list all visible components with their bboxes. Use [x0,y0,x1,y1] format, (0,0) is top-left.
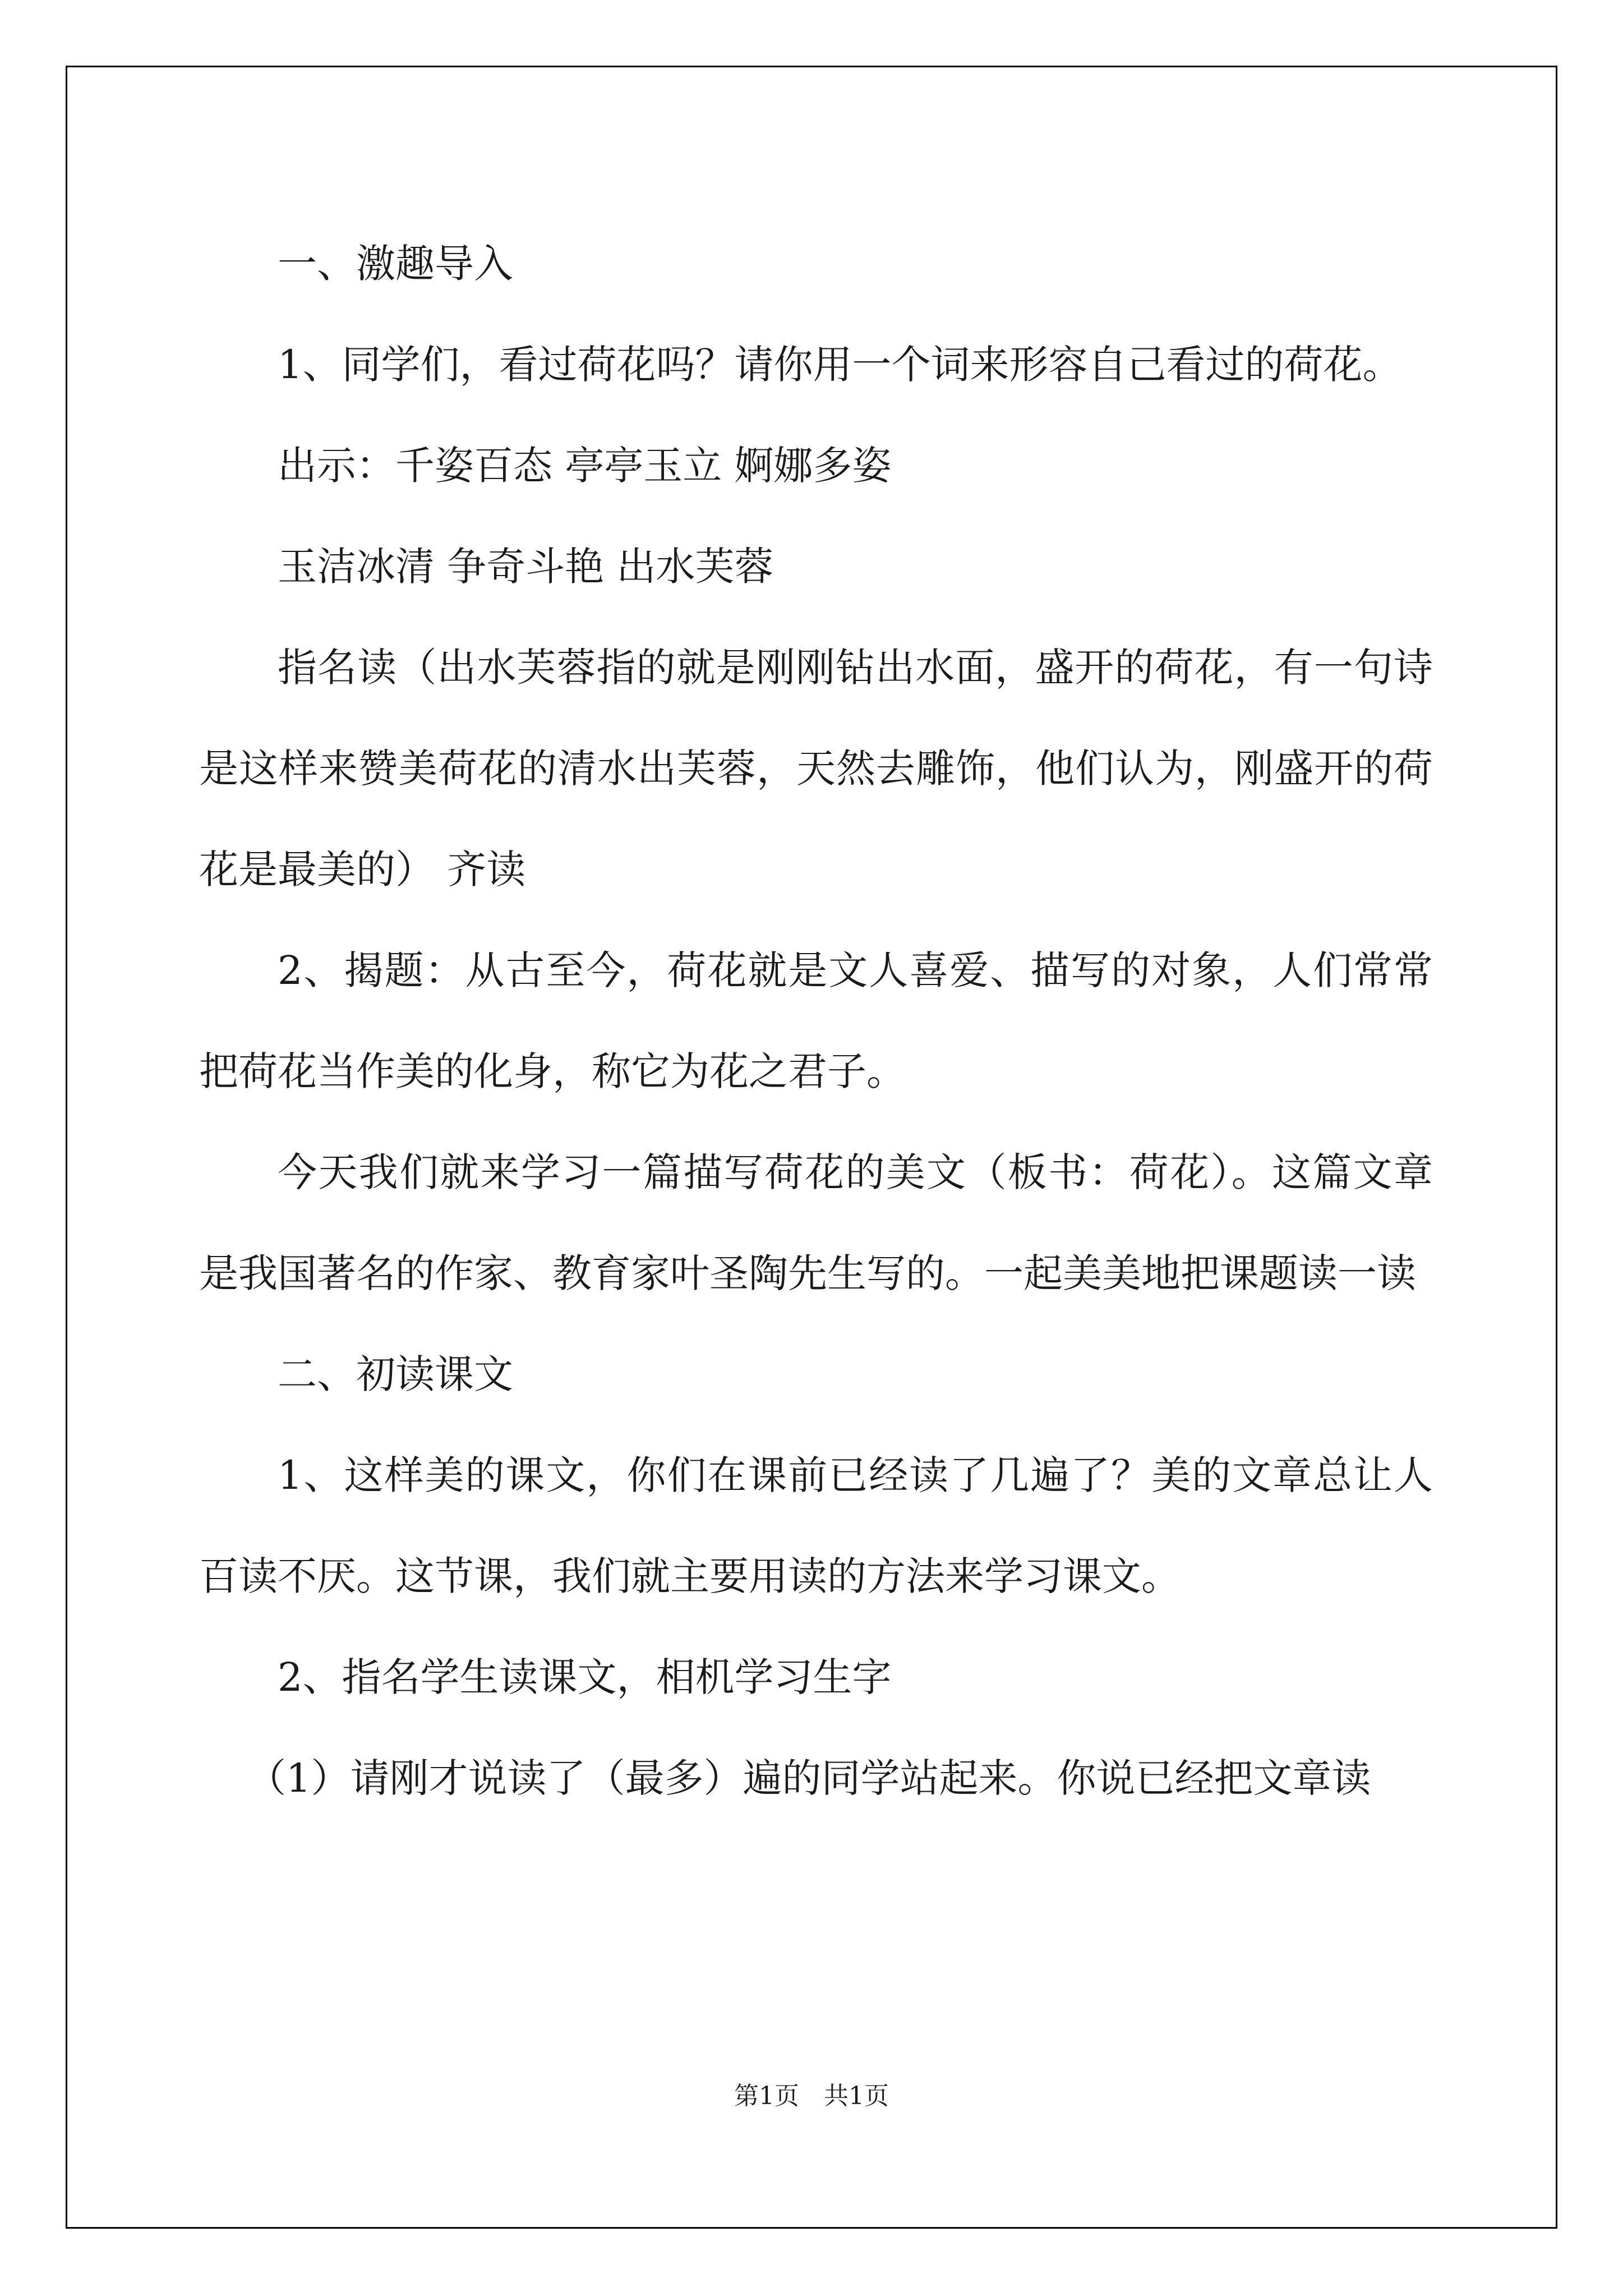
paragraph-words-continued: 玉洁冰清 争奇斗艳 出水芙蓉 [278,544,774,590]
paragraph-show-words: 出示：千姿百态 亭亭玉立 婀娜多姿 [278,443,892,489]
document-body [199,213,1433,1829]
paragraph-read-aloud: 指名读（出水芙蓉指的就是刚刚钻出水面，盛开的荷花，有一句诗是这样来赞美荷花的清水出芙蓉，天然去雕饰，他们认为，刚盛开的荷花是最美的） 齐读 [199,645,1433,892]
paragraph-today-lesson: 今天我们就来学习一篇描写荷花的美文（板书：荷花）。这篇文章是我国著名的作家、教育家叶圣陶先生写的。一起美美地把课题读一读 [199,1149,1433,1296]
paragraph-read-times: 1、这样美的课文，你们在课前已经读了几遍了？美的文章总让人百读不厌。这节课，我们就主要用读的方法来学习课文。 [199,1452,1433,1599]
paragraph-question: 1、同学们，看过荷花吗？请你用一个词来形容自己看过的荷花。 [278,342,1402,388]
paragraph-stand-up: （1）请刚才说读了（最多）遍的同学站起来。你说已经把文章读 [247,1755,1371,1801]
page-footer: 第1页 共1页 [734,2082,889,2110]
section-heading-intro: 一、激趣导入 [278,241,513,287]
paragraph-student-reading: 2、指名学生读课文，相机学习生字 [278,1654,892,1700]
section-heading-first-reading: 二、初读课文 [278,1351,513,1397]
paragraph-reveal-topic: 2、揭题：从古至今，荷花就是文人喜爱、描写的对象，人们常常把荷花当作美的化身，称它为花之君子。 [199,947,1433,1094]
